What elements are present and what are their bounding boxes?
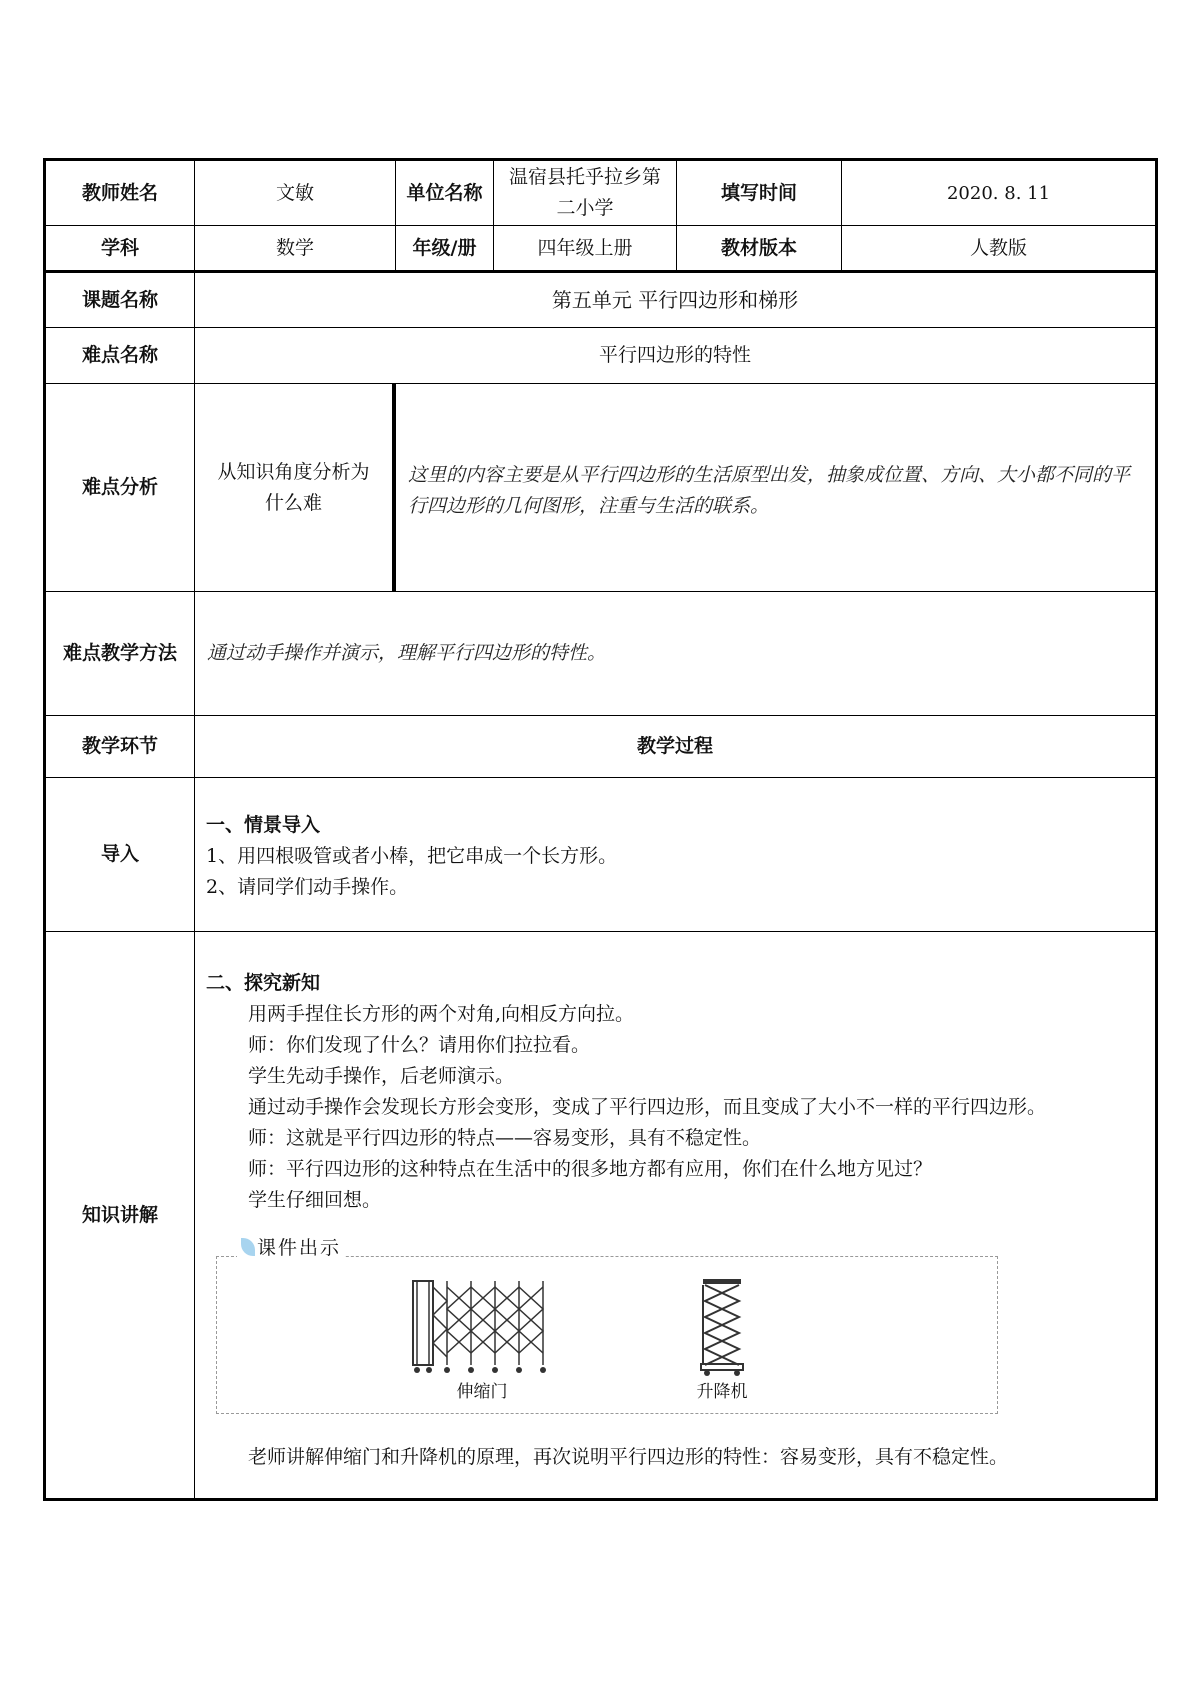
analysis-text: 这里的内容主要是从平行四边形的生活原型出发，抽象成位置、方向、大小都不同的平行四边形的几何图形，注重与生活的联系。 [396,384,1157,592]
leaf-icon [241,1238,255,1256]
knowledge-closing: 老师讲解伸缩门和升降机的原理，再次说明平行四边形的特性：容易变形，具有不稳定性。 [248,1446,1009,1468]
analysis-sublabel: 从知识角度分析为什么难 [195,384,393,592]
knowledge-line-2: 师：你们发现了什么？请用你们拉拉看。 [248,1034,591,1056]
stage-header: 教学环节 [45,716,195,778]
subject-value: 数学 [195,226,396,272]
folding-door-icon [407,1277,557,1377]
edition-label: 教材版本 [677,226,842,272]
grade-label: 年级/册 [396,226,494,272]
difficulty-value: 平行四边形的特性 [195,328,1157,384]
edition-value: 人教版 [842,226,1157,272]
process-header: 教学过程 [195,716,1157,778]
grade-value: 四年级上册 [494,226,677,272]
difficulty-label: 难点名称 [45,328,195,384]
knowledge-line-5: 师：这就是平行四边形的特点——容易变形，具有不稳定性。 [248,1127,762,1149]
knowledge-label: 知识讲解 [45,932,195,1500]
analysis-label: 难点分析 [45,384,195,592]
knowledge-line-1: 用两手捏住长方形的两个对角,向相反方向拉。 [248,1003,635,1025]
lift-caption: 升降机 [696,1382,748,1402]
knowledge-line-3: 学生先动手操作，后老师演示。 [248,1065,515,1087]
fill-date-value: 2020. 8. 11 [842,160,1157,226]
intro-content [195,778,1157,932]
teacher-name-value: 文敏 [195,160,396,226]
intro-line-1: 1、用四根吸管或者小棒，把它串成一个长方形。 [206,845,618,867]
method-text: 通过动手操作并演示，理解平行四边形的特性。 [195,592,1157,716]
topic-label: 课题名称 [45,272,195,328]
courseware-box [216,1237,998,1414]
intro-line-2: 2、请同学们动手操作。 [206,876,409,898]
method-label: 难点教学方法 [45,592,195,716]
intro-label: 导入 [45,778,195,932]
knowledge-title: 二、探究新知 [206,972,321,994]
lesson-table [43,158,1158,1501]
courseware-tag-text: 课件出示 [257,1237,342,1259]
lift-figure [687,1277,757,1408]
unit-name-label: 单位名称 [396,160,494,226]
unit-name-value: 温宿县托乎拉乡第二小学 [494,160,677,226]
knowledge-line-6: 师：平行四边形的这种特点在生活中的很多地方都有应用，你们在什么地方见过？ [248,1158,933,1180]
folding-door-caption: 伸缩门 [456,1382,508,1402]
fill-date-label: 填写时间 [677,160,842,226]
knowledge-content [195,932,1157,1500]
knowledge-line-7: 学生仔细回想。 [248,1189,382,1211]
scissor-lift-icon [697,1277,747,1377]
intro-title: 一、情景导入 [206,814,321,836]
folding-door-figure [407,1277,557,1408]
topic-value: 第五单元 平行四边形和梯形 [195,272,1157,328]
teacher-name-label: 教师姓名 [45,160,195,226]
knowledge-line-4: 通过动手操作会发现长方形会变形，变成了平行四边形，而且变成了大小不一样的平行四边形。 [248,1096,1047,1118]
courseware-tag [237,1233,345,1264]
subject-label: 学科 [45,226,195,272]
